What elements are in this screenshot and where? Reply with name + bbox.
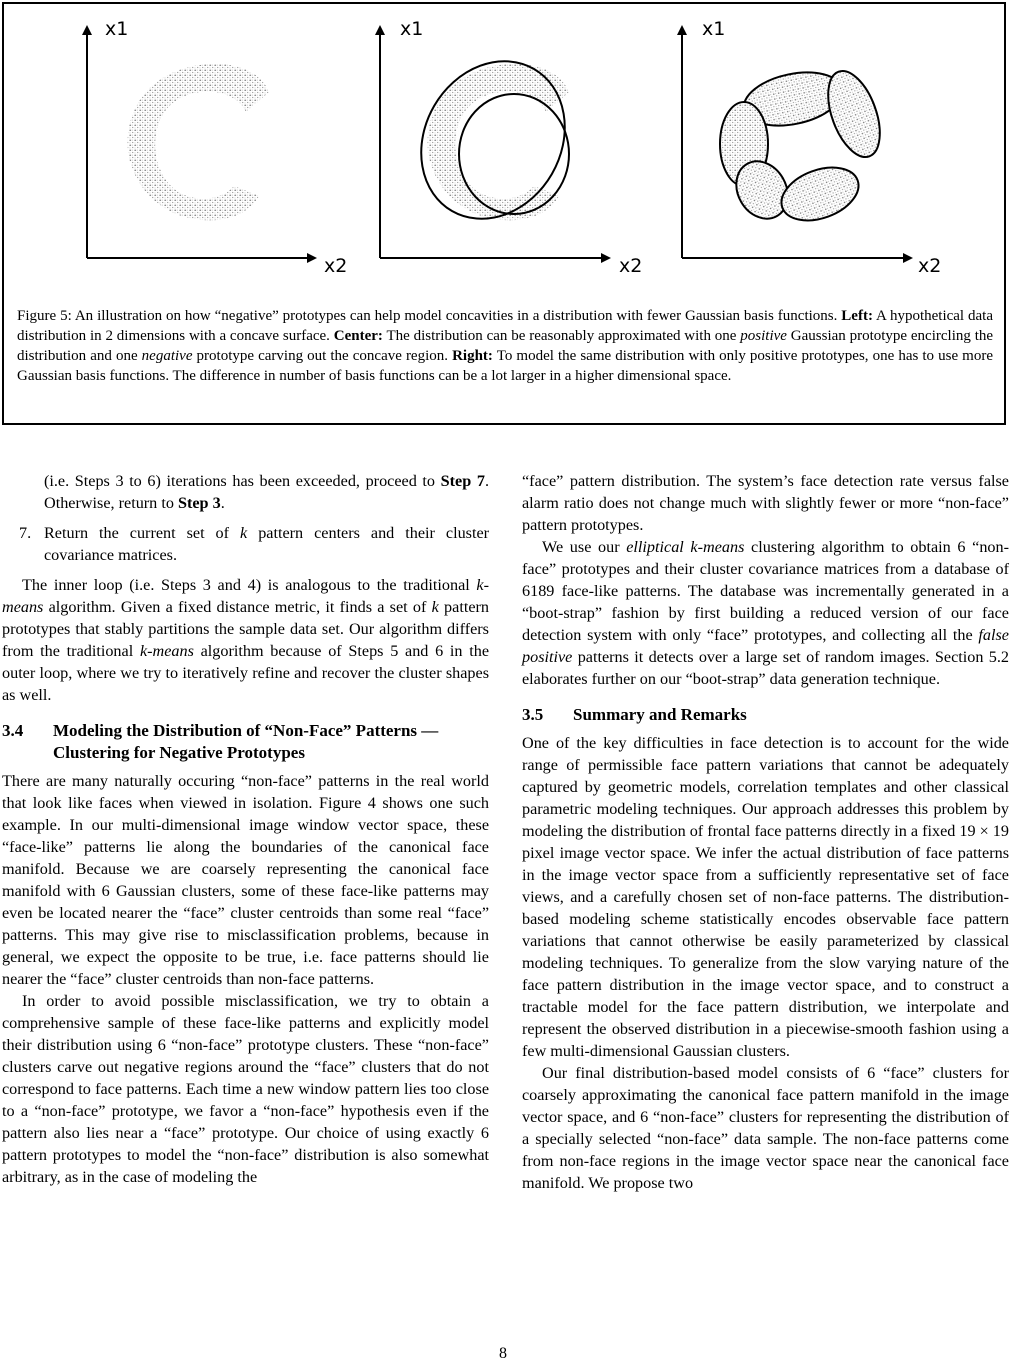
caption-center-text-b: Gaussian prototype encircling the distribution and one [17, 328, 994, 364]
k-variable: k [431, 598, 439, 616]
step-6-text-c: . [220, 494, 225, 512]
false-positive-term: false positive [522, 626, 1009, 666]
caption-center-text: The distribution can be reasonably approximated with one [386, 328, 737, 344]
para-text: We use our [542, 538, 620, 556]
kmeans-term: k-means [139, 642, 194, 660]
paragraph-final-model: Our final distribution-based model consists of 6 “face” clusters for coarsely approximating the canonical face pattern manifold in the image vector space, and 6 “non-face” clusters for representing the distribution of a specially selected “non-face” data sample. The non-face patterns come from non-face regions in the image vector space near the canonical face manifold. We propose two [522, 1064, 1009, 1192]
figure-caption [17, 306, 993, 386]
caption-left-text: A hypothetical data distribution in 2 dimensions with a concave surface. [17, 308, 993, 344]
caption-positive-word: positive [740, 328, 787, 344]
caption-left-label: Left: [841, 308, 873, 324]
section-number: 3.5 [522, 705, 544, 724]
caption-center-text-c: prototype carving out the concave region. [196, 348, 449, 364]
step-6-text: (i.e. Steps 3 to 6) iterations has been exceeded, proceed to [44, 472, 436, 490]
panel-left-c-distribution [128, 64, 269, 220]
section-title: Modeling the Distribution of “Non-Face” Patterns — Clustering for Negative Prototypes [53, 721, 439, 762]
para-text: patterns it detects over a large set of random images. Section 5.2 elaborates further on our “boot-strap” data generation technique. [522, 648, 1009, 688]
paragraph-elliptical-kmeans [522, 536, 1009, 690]
panel-right [682, 18, 941, 277]
right-column [522, 470, 1009, 1194]
panel-right-x-label: x2 [918, 255, 942, 277]
kmeans-term: k-means [2, 576, 489, 616]
section-3-5-heading [522, 704, 1009, 726]
positive-prototype-5 [774, 158, 866, 230]
panel-left [87, 18, 347, 277]
paragraph-inner-loop [2, 574, 489, 706]
caption-center-label: Center: [333, 328, 383, 344]
step-3-ref: Step 3 [177, 494, 221, 512]
para-text: algorithm. Given a fixed distance metric, it finds a set of [48, 598, 427, 616]
para-text: The inner loop (i.e. Steps 3 and 4) is analogous to the traditional [22, 576, 470, 594]
caption-negative-word: negative [141, 348, 193, 364]
left-column [2, 470, 489, 1188]
caption-right-label: Right: [452, 348, 493, 364]
paragraph-key-difficulties: One of the key difficulties in face detection is to account for the wide range of permissible face pattern variations that cannot be adequately captured by geometric models, correlation templates and other classical parametric modeling techniques. Our approach addresses this problem by modeling the distribution of frontal face patterns directly in a fixed 19 × 19 pixel image vector space. We infer the actual distribution of face patterns in the image vector space from a sufficiently representative set of face views, and a carefully chosen set of non-face patterns. The distribution-based modeling scheme statistically encodes observable face pattern variations that cannot otherwise be easily parameterized by classical modeling techniques. To generalize from the slow varying nature of the face pattern distribution in the image vector space, and to construct a tractable model for the face pattern distribution, we interpolate and represent the observed distribution in a piecewise-smooth fashion using a few multi-dimensional Gaussian clusters. [522, 734, 1009, 1060]
item-7-text-b: pattern centers and their cluster covariance matrices. [44, 524, 490, 564]
panel-center-x-label: x2 [619, 255, 643, 277]
list-number: 7. [19, 524, 32, 542]
para-text: clustering algorithm to obtain 6 “non-face” prototypes and their cluster covariance matrices from a database of 6189 face-like patterns. The database was incrementally generated in a “boot-strap” fashion by first building a reduced version of our face detection system with only “face” prototypes, and collecting all the [522, 538, 1009, 644]
caption-label: Figure 5: [17, 308, 72, 324]
paragraph-misclassification: In order to avoid possible misclassification, we try to obtain a comprehensive sample of these face-like patterns and explicitly model their distribution using 6 “non-face” prototype clusters. These “non-face” clusters carve out negative regions around the “face” clusters that do not correspond to face patterns. Each time a new window pattern lies too close to a “non-face” prototype, we favor a “non-face” hypothesis even if the pattern also lies near a “face” prototype. Our choice of using exactly 6 pattern prototypes to model the “non-face” distribution is also somewhat arbitrary, as in the case of modeling the [2, 992, 489, 1186]
step-6-text-b: . Otherwise, return to [44, 472, 489, 512]
figure-5-illustration [4, 4, 1004, 294]
k-variable: k [240, 524, 248, 542]
panel-left-x-label: x2 [324, 255, 348, 277]
page-number: 8 [499, 1345, 507, 1362]
list-item-7 [2, 522, 489, 566]
section-3-4-heading [2, 720, 489, 764]
paragraph-non-face-patterns: There are many naturally occuring “non-face” patterns in the real world that look like faces when viewed in isolation. Figure 4 shows one such example. In our multi-dimensional image window vector space, these “face-like” patterns lie along the boundaries of the canonical face manifold. Because we are coarsely representing the canonical face manifold with 6 Gaussian clusters, some of these face-like patterns may even be located nearer the “face” cluster centroids than some real “face” patterns. This may give rise to misclassification problems, because in general, we expect the opposite to be true, i.e. face patterns should lie nearer the “face” cluster centroids than non-face patterns. [2, 772, 489, 988]
negative-prototype-ellipse [459, 94, 569, 214]
para-text: pattern prototypes that stably partitions the sample data set. Our algorithm differs from the traditional [2, 598, 489, 660]
elliptical-kmeans-term: elliptical k-means [626, 538, 745, 556]
panel-left-y-label: x1 [105, 18, 129, 40]
caption-intro: An illustration on how “negative” prototypes can help model concavities in a distribution with fewer Gaussian basis functions. [74, 308, 838, 324]
panel-center-y-label: x1 [400, 18, 424, 40]
paragraph-face-distribution: “face” pattern distribution. The system’s face detection rate versus false alarm ratio does not change much with slightly fewer or more “non-face” pattern prototypes. [522, 472, 1009, 534]
step-6-continuation [2, 470, 489, 514]
step-7-ref: Step 7 [440, 472, 485, 490]
para-text: algorithm because of Steps 5 and 6 in the outer loop, where we try to iteratively refine and recover the cluster shapes as well. [2, 642, 489, 704]
section-number: 3.4 [2, 721, 24, 740]
item-7-text: Return the current set of [44, 524, 230, 542]
panel-right-y-label: x1 [702, 18, 726, 40]
caption-right-text: To model the same distribution with only positive prototypes, one has to use more Gaussian basis functions. The difference in number of basis functions can be a lot larger in a higher dimensional space. [17, 348, 993, 384]
list-item-7-body [44, 522, 489, 566]
figure-5 [2, 2, 1006, 425]
panel-center [380, 18, 642, 277]
section-title: Summary and Remarks [573, 705, 747, 724]
